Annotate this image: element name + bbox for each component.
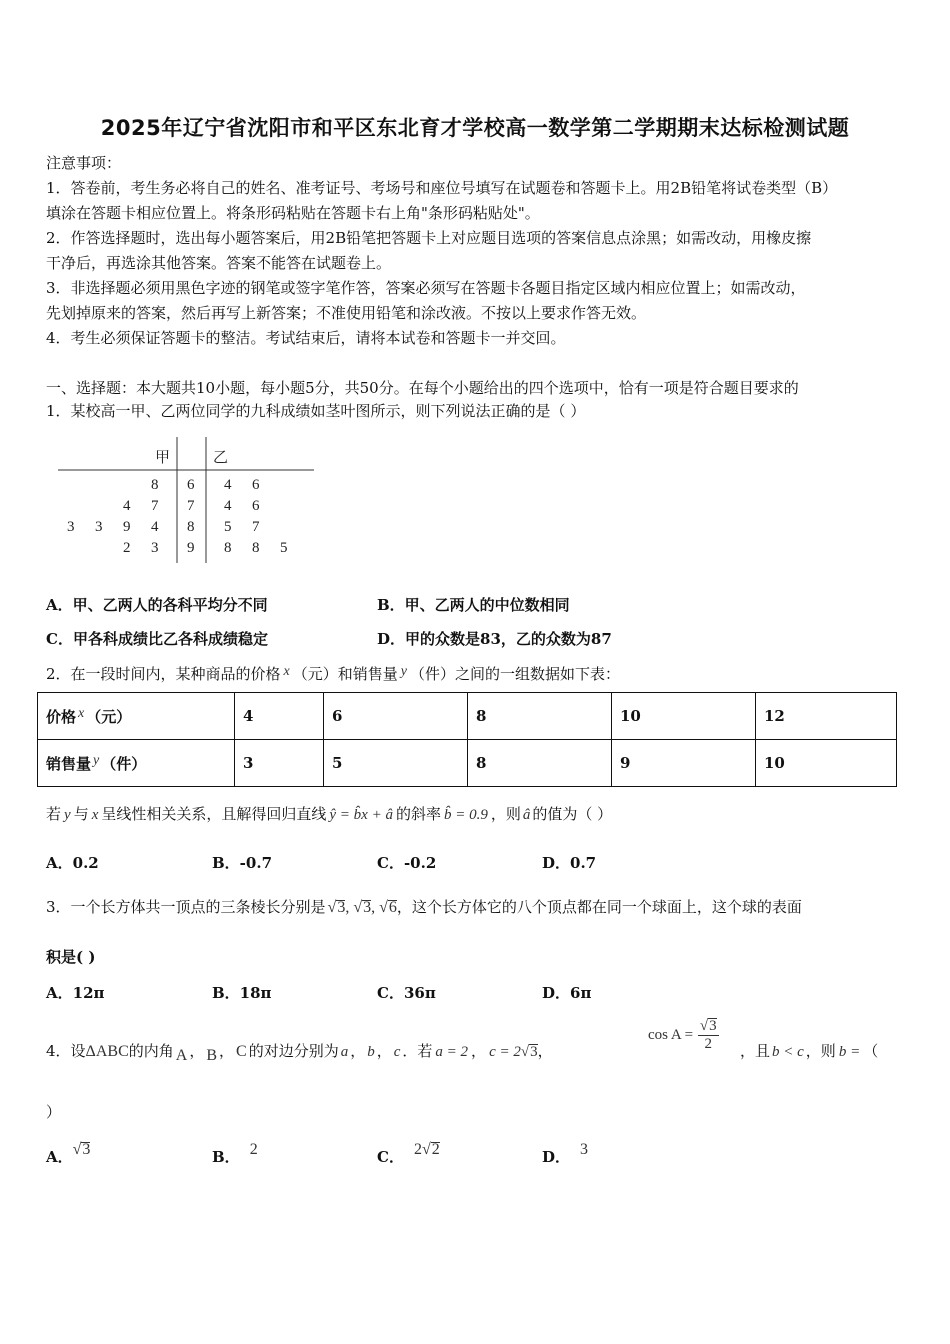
var-y: y bbox=[93, 752, 100, 768]
q2-stem-part: （元）和销售量 bbox=[292, 665, 398, 683]
q3-option-b[interactable]: B．18π bbox=[212, 984, 272, 1002]
plot-left-label: 甲 bbox=[155, 450, 171, 466]
sqrt-value: 3 bbox=[530, 1044, 538, 1060]
table-cell: 9 bbox=[612, 740, 756, 787]
q2-text: 与 bbox=[73, 805, 89, 823]
table-cell: 8 bbox=[468, 693, 612, 740]
var-y: y bbox=[64, 807, 71, 823]
q2-stem-part: 2．在一段时间内，某种商品的价格 bbox=[46, 665, 281, 683]
q4-text: ，且 bbox=[740, 1042, 771, 1060]
q2-stem-part: （件）之间的一组数据如下表： bbox=[410, 665, 621, 683]
c-value: c = 2 bbox=[489, 1044, 521, 1060]
option-label: D． bbox=[542, 1148, 571, 1166]
option-label: B． bbox=[212, 1148, 240, 1166]
q3-stem-end: 积是( ) bbox=[46, 948, 96, 966]
q4-text: 4．设 bbox=[46, 1042, 86, 1060]
left-leaf: 7 bbox=[151, 498, 159, 514]
q2-option-a[interactable]: A．0.2 bbox=[46, 854, 99, 872]
angle-c: C bbox=[236, 1043, 247, 1060]
q2-text: 呈线性相关关系，且解得回归直线 bbox=[101, 805, 327, 823]
notice-item-2a: 2．作答选择题时，选出每小题答案后，用2B铅笔把答题卡上对应题目选项的答案信息点涂黑；如需改动，用橡皮擦 bbox=[46, 229, 812, 247]
q4-text: 的对边分别为 bbox=[248, 1042, 339, 1060]
page-title: 2025年辽宁省沈阳市和平区东北育才学校高一数学第二学期期末达标检测试题 bbox=[100, 116, 850, 140]
right-leaf: 8 bbox=[224, 540, 232, 556]
table-cell: 8 bbox=[468, 740, 612, 787]
notice-heading: 注意事项： bbox=[46, 154, 122, 172]
angle-b: B bbox=[206, 1047, 217, 1064]
triangle-symbol: ΔABC bbox=[85, 1043, 129, 1060]
q2-text: 的斜率 bbox=[395, 805, 441, 823]
sqrt-value: 3 bbox=[337, 899, 346, 916]
option-value: 3 bbox=[82, 1141, 91, 1158]
left-leaf: 8 bbox=[151, 477, 159, 493]
table-row bbox=[38, 740, 897, 787]
q1-stem: 1．某校高一甲、乙两位同学的九科成绩如茎叶图所示，则下列说法正确的是（ ） bbox=[46, 402, 586, 420]
q3-option-a[interactable]: A．12π bbox=[46, 984, 105, 1002]
left-leaf: 3 bbox=[67, 519, 75, 535]
right-leaf: 7 bbox=[252, 519, 260, 535]
q4-text: ，则 bbox=[805, 1042, 836, 1060]
row-label-price bbox=[38, 693, 235, 740]
side-a: a bbox=[340, 1044, 349, 1060]
side-c: c bbox=[393, 1044, 401, 1060]
q2-follow bbox=[46, 804, 612, 825]
table-cell: 4 bbox=[235, 693, 324, 740]
option-coefficient: 2 bbox=[413, 1141, 422, 1158]
cos-label: cos A = bbox=[648, 1027, 694, 1043]
b-equals: b = bbox=[838, 1044, 861, 1060]
option-label: C． bbox=[377, 1148, 404, 1166]
q3-stem bbox=[46, 897, 802, 918]
stem-leaf-plot bbox=[56, 437, 326, 567]
right-leaf: 6 bbox=[252, 477, 260, 493]
var-y: y bbox=[400, 664, 407, 679]
option-value: 3 bbox=[580, 1141, 589, 1158]
q4-stem: 4．设ΔABC的内角 A ， B ， C 的对边分别为 a ， b ， c ．若 a = 2 ， c = 2√3， bbox=[46, 1042, 553, 1064]
left-leaf: 4 bbox=[151, 519, 159, 535]
sqrt-value: 6 bbox=[388, 899, 397, 916]
q4-option-c[interactable]: C． 2√2 bbox=[377, 1141, 440, 1166]
label-text: 销售量 bbox=[46, 754, 92, 773]
q3-option-c[interactable]: C．36π bbox=[377, 984, 436, 1002]
q2-text: 若 bbox=[46, 805, 62, 823]
table-cell: 5 bbox=[324, 740, 468, 787]
cos-fraction: $\frac{√3}{2}$ bbox=[699, 1018, 717, 1052]
q4-text: ．若 bbox=[402, 1042, 433, 1060]
sqrt-value: 3 bbox=[363, 899, 372, 916]
regression-equation: ŷ = b̂x + â bbox=[329, 807, 393, 823]
label-text: （件） bbox=[101, 754, 147, 773]
right-leaf: 8 bbox=[252, 540, 260, 556]
q4-paren-close: ） bbox=[46, 1103, 62, 1121]
q2-option-d[interactable]: D．0.7 bbox=[542, 854, 597, 872]
plot-right-label: 乙 bbox=[213, 450, 229, 466]
label-text: （元） bbox=[86, 707, 132, 726]
stem-9: 9 bbox=[187, 540, 195, 556]
q4-text: 的内角 bbox=[128, 1042, 174, 1060]
section-heading: 一、选择题：本大题共10小题，每小题5分，共50分。在每个小题给出的四个选项中，恰有一项是符合题目要求的 bbox=[46, 379, 799, 397]
left-leaf: 3 bbox=[95, 519, 103, 535]
left-leaf: 2 bbox=[123, 540, 131, 556]
cos-equation bbox=[648, 1018, 719, 1053]
notice-item-2b: 干净后，再选涂其他答案。答案不能答在试题卷上。 bbox=[46, 254, 392, 272]
option-label: A． bbox=[46, 1148, 73, 1166]
q3-text: ，这个长方体它的八个顶点都在同一个球面上，这个球的表面 bbox=[396, 898, 802, 916]
notice-item-1b: 填涂在答题卡相应位置上。将条形码粘贴在答题卡右上角"条形码粘贴处"。 bbox=[46, 204, 540, 222]
left-leaf: 9 bbox=[123, 519, 131, 535]
q1-option-c[interactable]: C．甲各科成绩比乙各科成绩稳定 bbox=[46, 630, 268, 648]
slope-value: b̂ = 0.9 bbox=[443, 807, 488, 823]
right-leaf: 5 bbox=[224, 519, 232, 535]
right-leaf: 6 bbox=[252, 498, 260, 514]
table-cell: 10 bbox=[612, 693, 756, 740]
right-leaf: 4 bbox=[224, 498, 232, 514]
q4-stem-tail bbox=[740, 1040, 878, 1061]
sqrt-value: 3 bbox=[709, 1018, 717, 1034]
q2-text: 的值为（ ） bbox=[532, 805, 613, 823]
var-x: x bbox=[91, 807, 99, 823]
table-cell: 6 bbox=[324, 693, 468, 740]
angle-a: A bbox=[175, 1047, 188, 1064]
var-x: x bbox=[78, 705, 85, 721]
q3-option-d[interactable]: D．6π bbox=[542, 984, 592, 1002]
fraction-denominator: 2 bbox=[704, 1036, 713, 1052]
q4-option-d[interactable] bbox=[542, 1140, 588, 1167]
left-leaf: 3 bbox=[151, 540, 159, 556]
left-leaf: 4 bbox=[123, 498, 131, 514]
table-cell: 12 bbox=[756, 693, 897, 740]
q1-option-b[interactable]: B．甲、乙两人的中位数相同 bbox=[377, 596, 570, 614]
table-cell: 10 bbox=[756, 740, 897, 787]
notice-item-4: 4．考生必须保证答题卡的整洁。考试结束后，请将本试卷和答题卡一并交回。 bbox=[46, 329, 566, 347]
stem-6: 6 bbox=[187, 477, 195, 493]
intercept-symbol: â bbox=[522, 807, 531, 823]
var-x: x bbox=[283, 664, 290, 679]
table-row bbox=[38, 693, 897, 740]
notice-item-1a: 1．答卷前，考生务必将自己的姓名、准考证号、考场号和座位号填写在试题卷和答题卡上。用2B铅笔将试卷类型（B） bbox=[46, 179, 838, 197]
q2-option-b[interactable]: B．-0.7 bbox=[212, 854, 273, 872]
stem-7: 7 bbox=[187, 498, 195, 514]
notice-item-3b: 先划掉原来的答案，然后再写上新答案；不准使用铅笔和涂改液。不按以上要求作答无效。 bbox=[46, 304, 647, 322]
q2-stem bbox=[46, 662, 620, 684]
inequality: b < c bbox=[772, 1044, 804, 1060]
stem-8: 8 bbox=[187, 519, 195, 535]
row-label-sales bbox=[38, 740, 235, 787]
right-leaf: 4 bbox=[224, 477, 232, 493]
right-leaf: 5 bbox=[280, 540, 288, 556]
q2-text: ，则 bbox=[490, 805, 521, 823]
q1-option-a[interactable]: A．甲、乙两人的各科平均分不同 bbox=[46, 596, 268, 614]
notice-item-3a: 3．非选择题必须用黑色字迹的钢笔或签字笔作答，答案必须写在答题卡各题目指定区域内相应位置上；如需改动， bbox=[46, 279, 806, 297]
q4-option-a[interactable]: A．√3 bbox=[46, 1141, 91, 1166]
option-value: 2 bbox=[431, 1141, 440, 1158]
option-value: 2 bbox=[249, 1141, 258, 1158]
a-value: a = 2 bbox=[435, 1044, 469, 1060]
q2-data-table bbox=[37, 692, 897, 787]
q4-option-b[interactable] bbox=[212, 1140, 258, 1167]
label-text: 价格 bbox=[46, 707, 77, 726]
q2-option-c[interactable]: C．-0.2 bbox=[377, 854, 437, 872]
q4-text: （ bbox=[863, 1042, 879, 1060]
table-cell: 3 bbox=[235, 740, 324, 787]
edge-lengths: √3, √3, √6 bbox=[327, 899, 397, 916]
side-b: b bbox=[367, 1044, 375, 1060]
q1-option-d[interactable]: D．甲的众数是83，乙的众数为87 bbox=[377, 630, 612, 648]
q3-text: 3．一个长方体共一顶点的三条棱长分别是 bbox=[46, 898, 326, 916]
